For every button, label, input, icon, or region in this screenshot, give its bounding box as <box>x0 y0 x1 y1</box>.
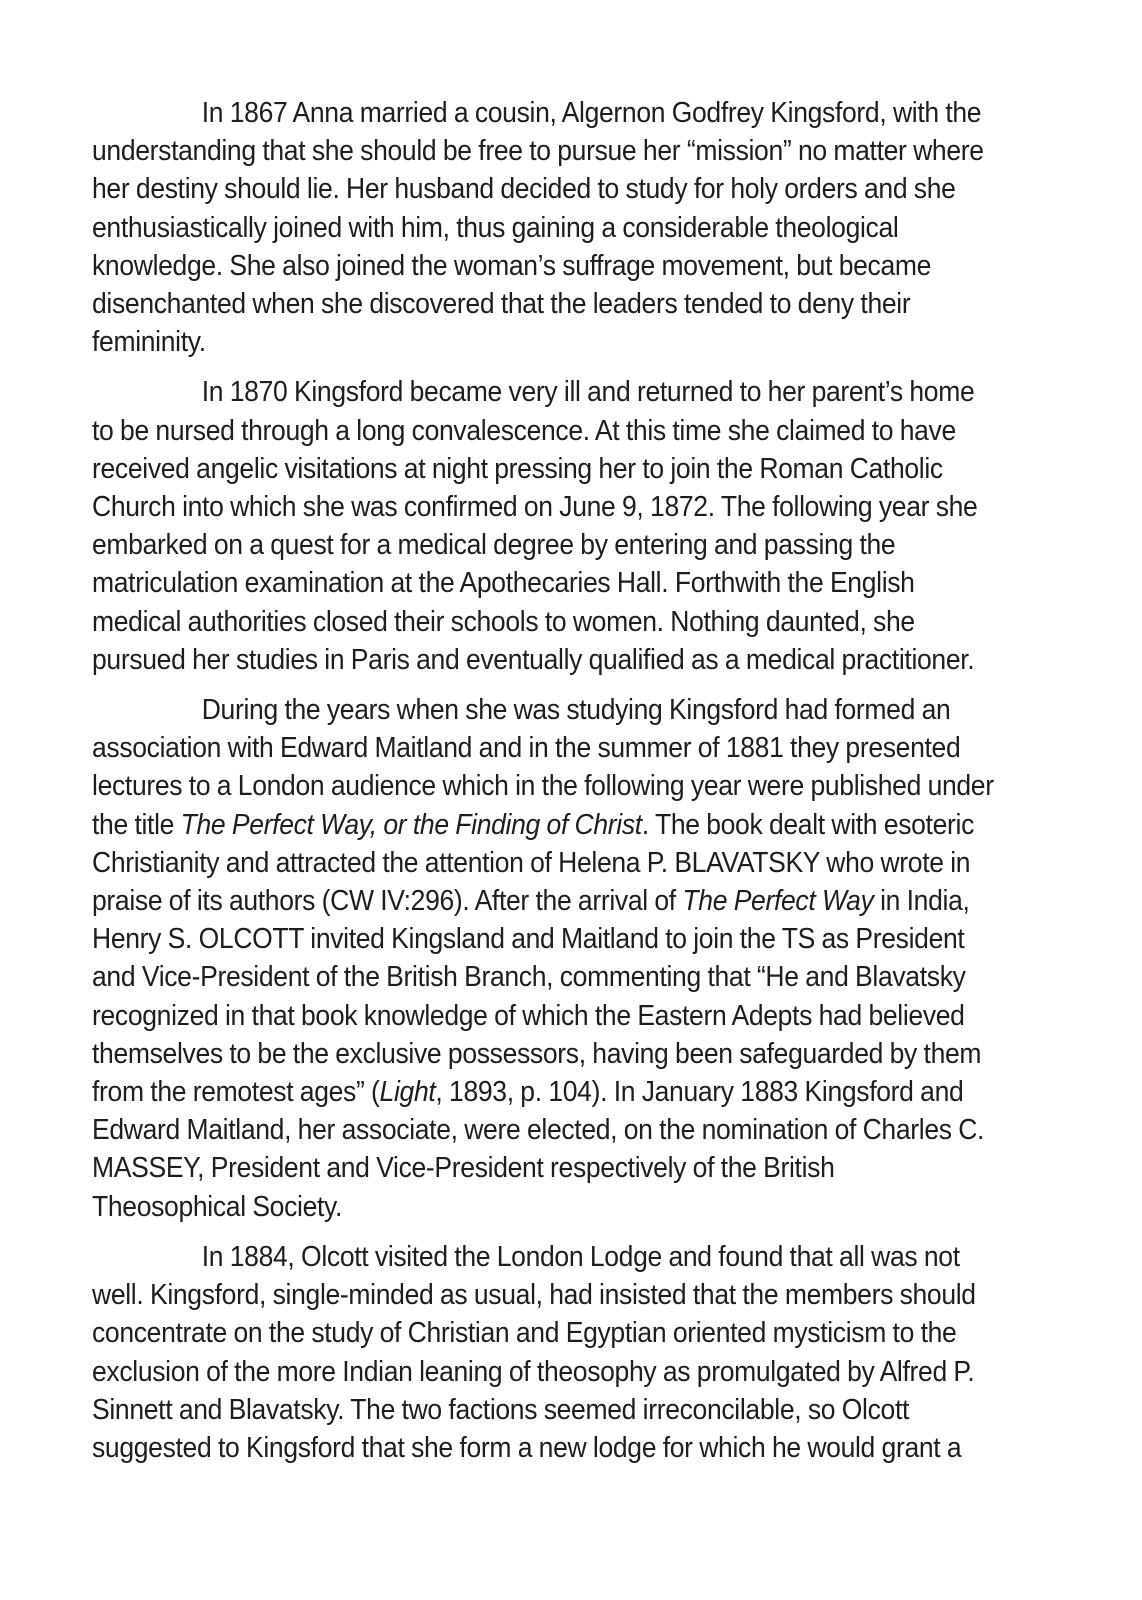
book-title-perfect-way-finding-christ: The Perfect Way, or the Finding of Christ <box>180 808 642 841</box>
book-title-perfect-way: The Perfect Way <box>682 885 874 918</box>
paragraph-2 <box>92 373 994 679</box>
paragraph-3-text-c: in India, Henry S. OLCOTT invited Kingsland and Maitland to join the TS as President and Vice-President of the British Branch, commenting that “He and Blavatsky recognized in that book knowledge of which the Eastern Adepts had believed themselves to be the exclusive possessors, having been safeguarded by them from the remotest ages” ( <box>92 885 982 1109</box>
paragraph-4-text: In 1884, Olcott visited the London Lodge and found that all was not well. Kingsford, single-minded as usual, had insisted that the members should concentrate on the study of Christian and Egyptian oriented mysticism to the exclusion of the more Indian leaning of theosophy as promulgated by Alfred P. Sinnett and Blavatsky. The two factions seemed irreconcilable, so Olcott suggested to Kingsford that she form a new lodge for which he would grant a <box>92 1240 976 1464</box>
paragraph-1-text: In 1867 Anna married a cousin, Algernon Godfrey Kingsford, with the understanding that she should be free to pursue her “mission” no matter where her destiny should lie. Her husband decided to study for holy orders and she enthusiastically joined with him, thus gaining a considerable theological knowledge. She also joined the woman’s suffrage movement, but became disenchanted when she discovered that the leaders tended to deny their femininity. <box>92 97 984 359</box>
journal-title-light: Light <box>379 1076 436 1109</box>
paragraph-2-text: In 1870 Kingsford became very ill and returned to her parent’s home to be nursed through a long convalescence. At this time she claimed to have received angelic visitations at night pressing her to join the Roman Catholic Church into which she was confirmed on June 9, 1872. The following year she embarked on a quest for a medical degree by entering and passing the matriculation examination at the Apothecaries Hall. Forthwith the English medical authorities closed their schools to women. Nothing daunted, she pursued her studies in Paris and eventually qualified as a medical practitioner. <box>92 376 978 676</box>
body-text <box>92 94 994 1467</box>
paragraph-3-text-b: . The book dealt with esoteric Christianity and attracted the attention of Helena P. BLAVATSKY who wrote in praise of its authors (CW IV:296). After the arrival of <box>92 808 975 918</box>
paragraph-1 <box>92 94 994 361</box>
paragraph-4 <box>92 1238 994 1467</box>
paragraph-3-text-a: During the years when she was studying Kingsford had formed an association with Edward Maitland and in the summer of 1881 they presented lectures to a London audience which in the following year were published under the title <box>92 694 994 841</box>
paragraph-3 <box>92 691 994 1226</box>
paragraph-3-text-d: , 1893, p. 104). In January 1883 Kingsford and Edward Maitland, her associate, were elected, on the nomination of Charles C. MASSEY, President and Vice-President respectively of the British Theosophical Society. <box>92 1076 985 1223</box>
